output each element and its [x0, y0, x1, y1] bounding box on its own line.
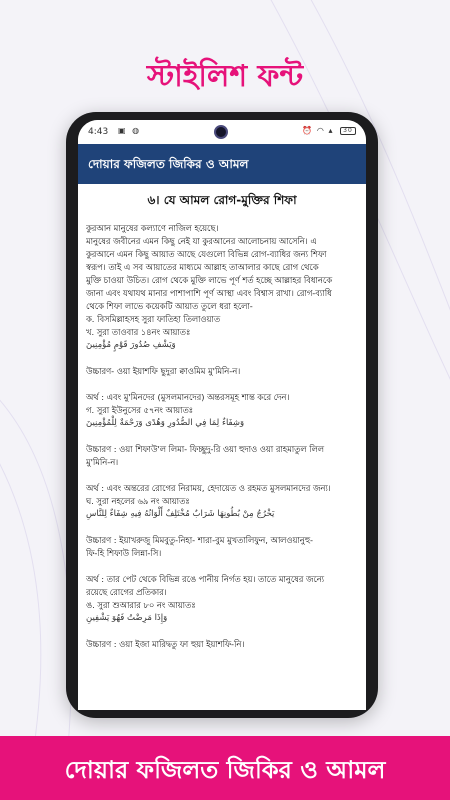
meaning-block	[86, 391, 358, 430]
arabic-ayah: وَيَشْفِ صُدُورَ قَوْمٍ مُؤْمِنِينَ	[86, 340, 176, 350]
bottom-banner	[0, 736, 450, 800]
arabic-ayah: وَشِفَاءٌ لِمَا فِي الصُّدُورِ وَهُدًى وَرَحْمَةٌ لِلْمُؤْمِنِينَ	[86, 418, 245, 428]
pronunciation-text: উচ্চারণ- ওয়া ইয়াশফি ছুদুরা ক্বাওমিম মু'মিনি-ন।	[86, 366, 241, 376]
text-line: কুরআন মানুষের কল্যাণে নাজিল হয়েছে।	[86, 223, 219, 233]
meaning-text: অর্থ : এবং অন্তরের রোগের নিরাময়, হেদায়েত ও রহমত মুসলমানদের জন্য।	[86, 483, 331, 493]
pronunciation-text: উচ্চারণ : ওয়া শিফাউ'ল লিমা- ফিচ্ছুদু-রি ওয়া হুদাও ওয়া রাহমাতুল লিল	[86, 444, 324, 454]
meaning-block	[86, 482, 358, 521]
arabic-ayah: وَإِذَا مَرِضْتُ فَهُوَ يَشْفِينِ	[86, 613, 168, 623]
status-time: 4:43	[88, 127, 109, 137]
pronunciation-block	[86, 443, 358, 469]
text-line: মানুষের জবীনের এমন কিছু নেই যা কুরআনের আলোচনায় আসেনি। এ	[86, 236, 317, 246]
notification-icons	[118, 126, 141, 135]
meaning-text: অর্থ : এবং মু'মিনদের (মুসলমানদের) অন্তরসমূহ শান্ত করে দেন।	[86, 392, 290, 402]
phone-screen	[78, 120, 366, 710]
meaning-text: রয়েছে রোগের প্রতিকার।	[86, 587, 167, 597]
text-line: ঘ. সুরা নহলের ৬৯ নং আয়াতঃ	[86, 496, 190, 506]
text-line: ক. বিসমিল্লাহসহ সুরা ফাতিহা তিলাওয়াত	[86, 314, 221, 324]
wifi-icon: ◠	[316, 126, 325, 135]
pronunciation-block	[86, 365, 358, 378]
pronunciation-text: ফি-হি শিফাউ লিন্না-সি।	[86, 548, 162, 558]
bottom-banner-text: দোয়ার ফজিলত জিকির ও আমল	[64, 756, 386, 784]
status-right-icons	[302, 126, 356, 135]
text-line: ঙ. সুরা শুআরার ৮০ নং আয়াতঃ	[86, 600, 196, 610]
whatsapp-icon: ◍	[132, 126, 142, 135]
text-line: খ. সুরা তাওবার ১৪নং আয়াতঃ	[86, 327, 191, 337]
status-bar	[78, 120, 366, 144]
text-line: থেকে শিফা লাভে কয়েকটি আয়াত তুলে ধরা হলো-	[86, 301, 253, 311]
app-bar-title: দোয়ার ফজিলত জিকির ও আমল	[88, 157, 249, 171]
intro-paragraph	[86, 222, 358, 352]
pronunciation-text: মু'মিনি-ন।	[86, 457, 119, 467]
pronunciation-text: উচ্চারণ : ইয়াখরুজু মিমবুতু-নিহা- শারা-বুম মুখতালিফুন, আলওয়ানুহু-	[86, 535, 313, 545]
image-icon: ▣	[118, 126, 128, 135]
battery-icon: 30	[340, 127, 356, 135]
text-line: গ. সুরা ইউনুসের ৫৭নং আয়াতঃ	[86, 405, 194, 415]
app-bar	[78, 144, 366, 184]
meaning-text: অর্থ : তার পেট থেকে বিভিন্ন রঙে পানীয় নির্গত হয়। তাতে মানুষের জন্যে	[86, 574, 325, 584]
pronunciation-block	[86, 638, 358, 651]
pronunciation-text: উচ্চারণ : ওয়া ইজা মারিদ্বতু ফা হুয়া ইয়াশফি-নি।	[86, 639, 245, 649]
text-line: স্বরূপ। তাই এ সব আয়াতের মাধ্যমে আল্লাহ তাআলার কাছে রোগ থেকে	[86, 262, 319, 272]
article-content[interactable]	[78, 184, 366, 710]
arabic-ayah: يَخْرُجُ مِنْ بُطُونِهَا شَرَابٌ مُخْتَلِفٌ أَلْوَانُهُ فِيهِ شِفَاءٌ لِلنَّاسِ	[86, 509, 275, 519]
text-line: কুরআনে এমন কিছু আয়াত আছে যেগুলো বিভিন্ন রোগ-ব্যাধির জন্য শিফা	[86, 249, 327, 259]
pronunciation-block	[86, 534, 358, 560]
text-line: জানা এবং যথাযথ মানার পাশাপাশি পূর্ণ আস্থা এবং বিশ্বাস রাখা। রোগ-ব্যাধি	[86, 288, 332, 298]
signal-icon: ▴	[328, 126, 334, 135]
text-line: মুক্তি চাওয়া উচিত। রোগ থেকে মুক্তি লাভে পূর্ণ শর্ত হচ্ছে আল্লাহর বিধানকে	[86, 275, 333, 285]
front-camera	[214, 125, 228, 139]
meaning-block	[86, 573, 358, 625]
promo-title: স্টাইলিশ ফন্ট	[146, 59, 304, 94]
article-heading: ৬। যে আমল রোগ-মুক্তির শিফা	[147, 193, 297, 207]
alarm-icon: ⏰	[302, 126, 314, 135]
